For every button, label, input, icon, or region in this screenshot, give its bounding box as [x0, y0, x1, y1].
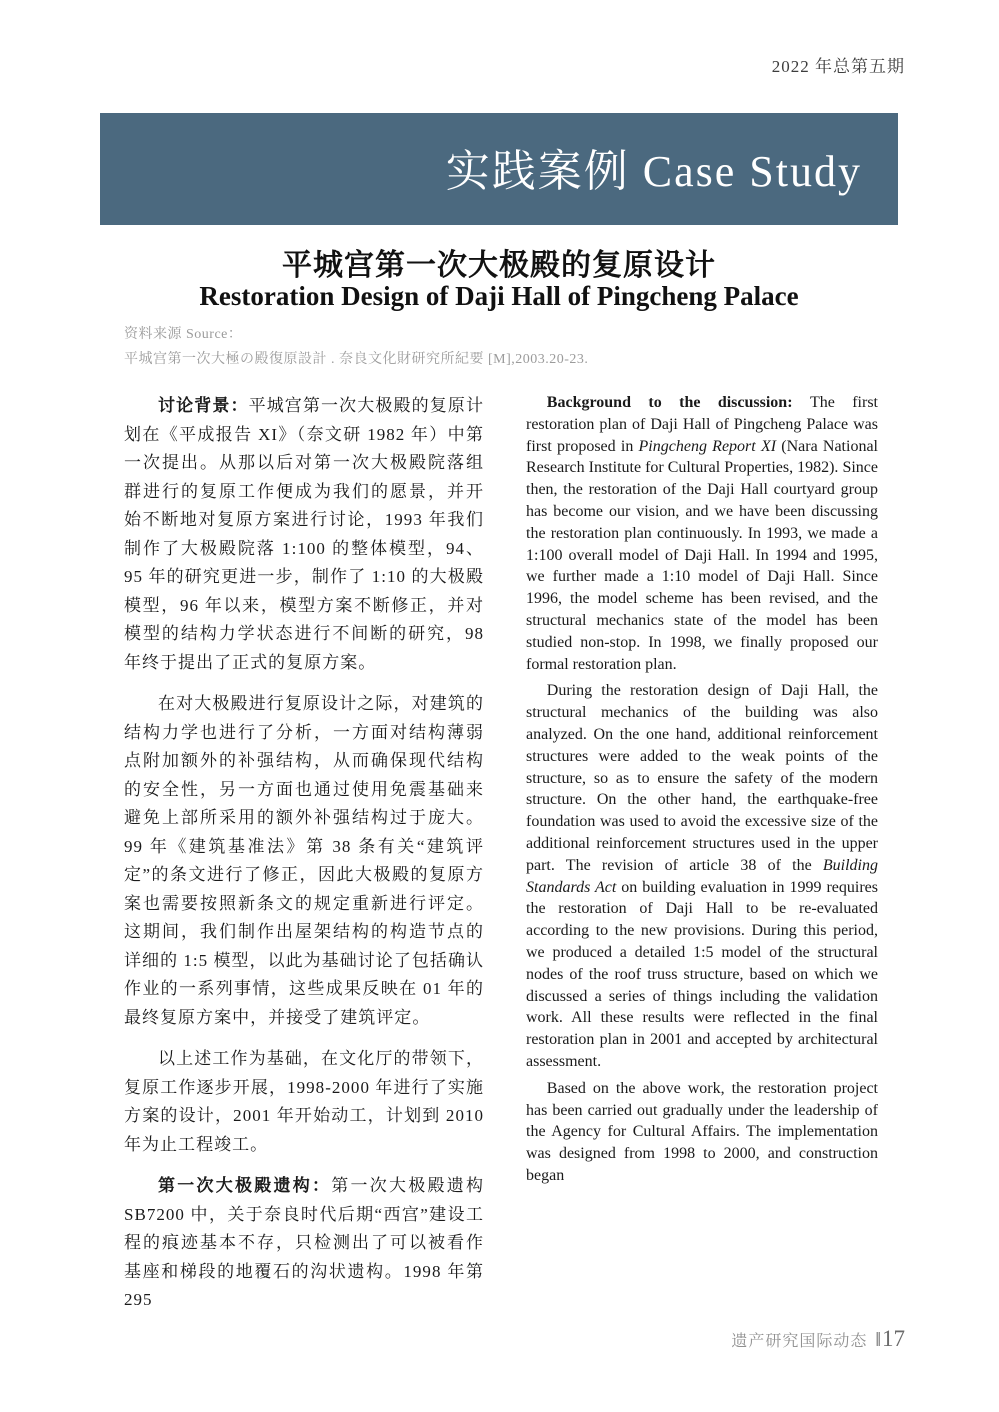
- page-footer: [731, 1326, 905, 1352]
- footer-separator-icon: ‖: [875, 1329, 882, 1351]
- paragraph: [124, 690, 484, 1032]
- text-run: 第一次大极殿遗构 SB7200 中，关于奈良时代后期“西宫”建设工程的痕迹基本不存，只检测出了可以被看作基座和梯段的地覆石的沟状遗构。1998 年第 295: [124, 1176, 484, 1309]
- text-run-italic: Building Standards Act: [526, 856, 878, 896]
- article-title-english: Restoration Design of Daji Hall of Pingcheng Palace: [199, 281, 799, 311]
- text-run: 在对大极殿进行复原设计之际，对建筑的结构力学也进行了分析，一方面对结构薄弱点附加额外的补强结构，从而确保现代结构的安全性，另一方面也通过使用免震基础来避免上部所采用的额外补强结构过于庞大。99 年《建筑基准法》第 38 条有关“建筑评定”的条文进行了修正，因此大极殿的复原方案也需要按照新条文的规定重新进行评定。这期间，我们制作出屋架结构的构造节点的详细的 1:5 模型，以此为基础讨论了包括确认作业的一系列事情，这些成果反映在 01 年的最终复原方案中，并接受了建筑评定。: [124, 694, 484, 1027]
- text-run: (Nara National Research Institute for Cultural Properties, 1982). Since then, the restoration of the Daji Hall courtyard group has become our vision, and we have been discussing the restoration plan continuously. In 1993, we made a 1:100 overall model of Daji Hall. In 1994 and 1995, we further made a 1:10 model of Daji Hall. Since 1996, the model scheme has been revised, and the structural mechanics state of the model has been studied non-stop. In 1998, we finally proposed our formal restoration plan.: [526, 437, 878, 673]
- paragraph: [124, 392, 484, 677]
- paragraph: [526, 392, 878, 675]
- text-run-bold: 讨论背景：: [158, 396, 249, 415]
- paragraph: [124, 1172, 484, 1315]
- text-run-bold: 第一次大极殿遗构：: [158, 1176, 332, 1195]
- paragraph: [526, 680, 878, 1072]
- text-run-bold: Background to the discussion:: [546, 394, 810, 411]
- text-run: Based on the above work, the restoration project has been carried out gradually under the leadership of the Agency for Cultural Affairs. The implementation was designed from 1998 to 2000, and construction began: [526, 1079, 878, 1184]
- left-column-chinese: [124, 392, 484, 1328]
- journal-name: 遗产研究国际动态: [731, 1333, 868, 1350]
- source-block: [124, 322, 824, 372]
- case-study-banner: [100, 113, 898, 225]
- article-title-chinese: 平城宫第一次大极殿的复原设计: [282, 249, 716, 282]
- text-run: During the restoration design of Daji Hall, the structural mechanics of the building was also analyzed. On the one hand, additional reinforcement structures were added to the weak points of the structure, so as to ensure the safety of the modern structure. On the other hand, the earthquake-free foundation was used to avoid the excessive size of the additional reinforcement structures used in the upper part. The revision of article 38 of the: [526, 682, 878, 874]
- text-run: 平城宫第一次大极殿的复原计划在《平成报告 XI》（奈文研 1982 年）中第一次提出。从那以后对第一次大极殿院落组群进行的复原工作便成为我们的愿景，并开始不断地对复原方案进行讨论，1993 年我们制作了大极殿院落 1:100 的整体模型，94、95 年的研究更进一步，制作了 1:10 的大极殿模型，96 年以来，模型方案不断修正，并对模型的结构力学状态进行不间断的研究，98 年终于提出了正式的复原方案。: [124, 396, 484, 672]
- text-run-italic: Pingcheng Report XI: [638, 437, 777, 455]
- paragraph: [526, 1078, 878, 1187]
- text-run: 以上述工作为基础，在文化厅的带领下，复原工作逐步开展，1998-2000 年进行了实施方案的设计，2001 年开始动工，计划到 2010 年为止工程竣工。: [124, 1049, 484, 1154]
- source-citation: 平城宫第一次大極の殿復原設計 . 奈良文化財研究所紀要 [M],2003.20-23.: [124, 352, 589, 367]
- article-body: [124, 392, 878, 1328]
- right-column-english: [526, 392, 878, 1192]
- issue-label: 2022 年总第五期: [771, 57, 905, 76]
- text-run: The first restoration plan of Daji Hall of Pingcheng Palace was first proposed in: [526, 394, 879, 455]
- text-run: on building evaluation in 1999 requires the restoration of Daji Hall to be re-evaluated according to the new provisions. During this period, we produced a detailed 1:5 model of the structural nodes of the roof truss structure, based on which we discussed a series of things including the validation work. All these results were reflected in the final restoration plan in 2001 and accepted by architectural assessment.: [526, 878, 878, 1070]
- banner-title: 实践案例 Case Study: [445, 147, 862, 196]
- page-number: 17: [882, 1326, 905, 1351]
- source-label: 资料来源 Source：: [124, 327, 243, 342]
- paragraph: [124, 1045, 484, 1159]
